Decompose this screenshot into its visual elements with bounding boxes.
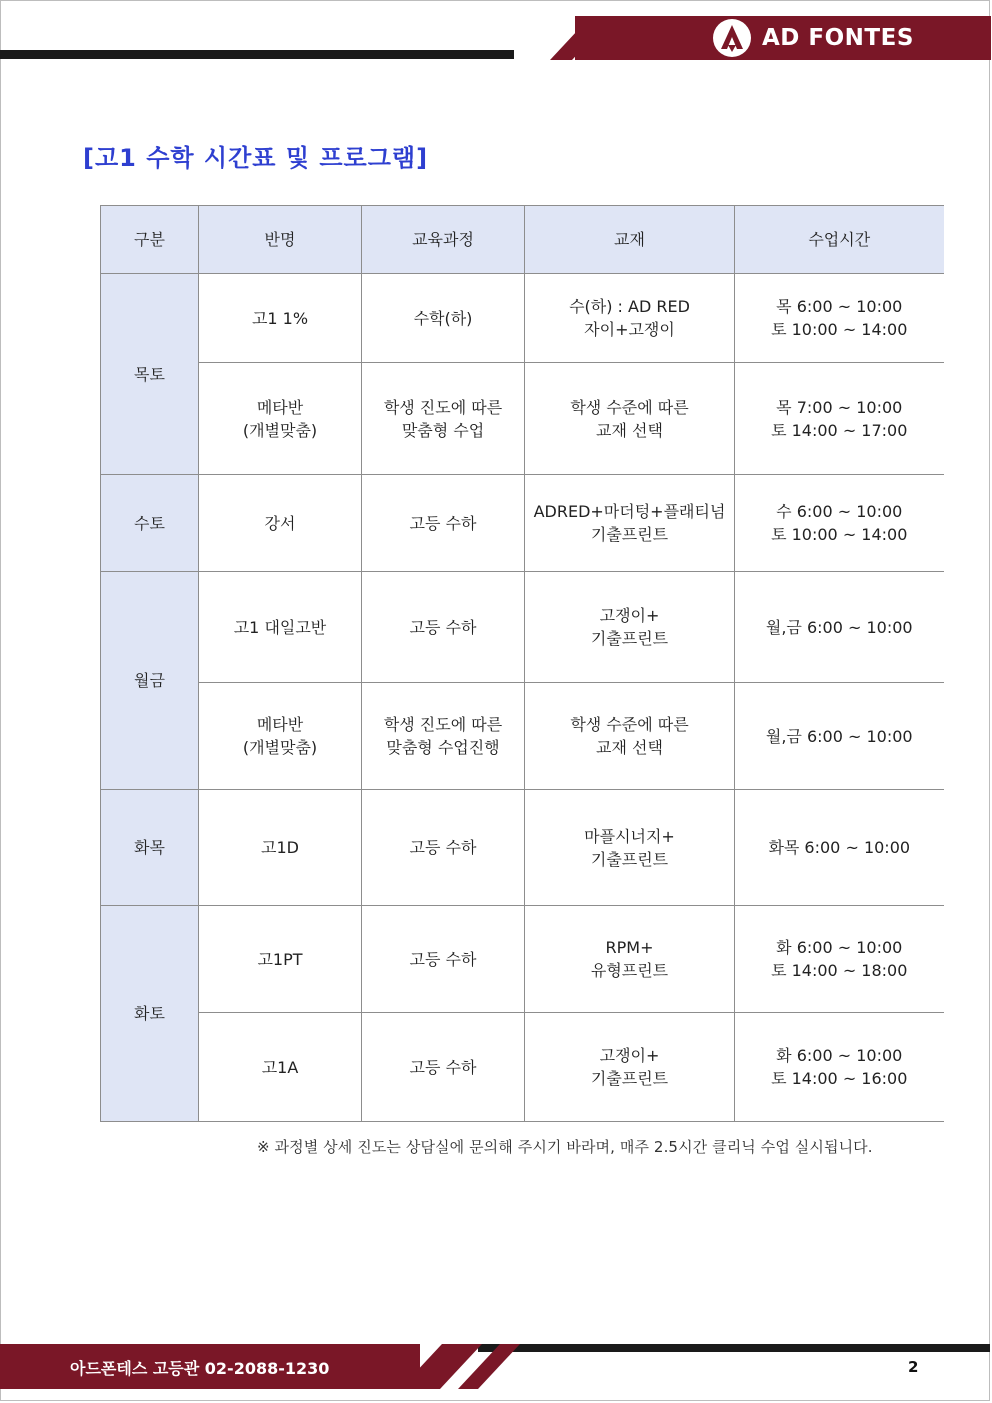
category-cell: 목토 <box>101 274 199 475</box>
footer-contact: 아드폰테스 고등관 02-2088-1230 <box>70 1359 330 1378</box>
table-row <box>101 274 944 363</box>
table-row <box>101 906 944 1013</box>
table-header-row <box>101 206 944 274</box>
class-cell: 고1A <box>199 1013 362 1122</box>
textbook-cell: 고쟁이+ 기출프린트 <box>525 572 735 683</box>
course-cell: 학생 진도에 따른 맞춤형 수업진행 <box>362 683 525 790</box>
course-cell: 고등 수하 <box>362 790 525 906</box>
table-row <box>101 1013 944 1122</box>
time-cell: 화 6:00 ~ 10:00 토 14:00 ~ 18:00 <box>735 906 944 1013</box>
footer-black-line <box>478 1344 990 1352</box>
category-cell: 화목 <box>101 790 199 906</box>
textbook-cell: 마플시너지+ 기출프린트 <box>525 790 735 906</box>
table-row <box>101 475 944 572</box>
page-number: 2 <box>908 1358 919 1376</box>
class-cell: 메타반 (개별맞춤) <box>199 683 362 790</box>
header-black-line <box>0 50 514 59</box>
column-header: 교재 <box>525 206 735 274</box>
page-title: [고1 수학 시간표 및 프로그램] <box>83 144 429 172</box>
column-header: 수업시간 <box>735 206 944 274</box>
time-cell: 화 6:00 ~ 10:00 토 14:00 ~ 16:00 <box>735 1013 944 1122</box>
schedule-table <box>100 205 944 1122</box>
class-cell: 강서 <box>199 475 362 572</box>
time-cell: 목 6:00 ~ 10:00 토 10:00 ~ 14:00 <box>735 274 944 363</box>
category-cell: 수토 <box>101 475 199 572</box>
footnote: ※ 과정별 상세 진도는 상담실에 문의해 주시기 바라며, 매주 2.5시간 클리닉 수업 실시됩니다. <box>257 1138 873 1156</box>
course-cell: 고등 수하 <box>362 1013 525 1122</box>
table-row <box>101 683 944 790</box>
course-cell: 고등 수하 <box>362 906 525 1013</box>
class-cell: 메타반 (개별맞춤) <box>199 363 362 475</box>
textbook-cell: ADRED+마더텅+플래티넘 기출프린트 <box>525 475 735 572</box>
brand-logo <box>712 18 914 58</box>
course-cell: 학생 진도에 따른 맞춤형 수업 <box>362 363 525 475</box>
textbook-cell: 고쟁이+ 기출프린트 <box>525 1013 735 1122</box>
ad-fontes-logo-icon <box>712 18 752 58</box>
table-row <box>101 790 944 906</box>
textbook-cell: 학생 수준에 따른 교재 선택 <box>525 683 735 790</box>
category-cell: 월금 <box>101 572 199 790</box>
table-row <box>101 363 944 475</box>
class-cell: 고1D <box>199 790 362 906</box>
table-row <box>101 572 944 683</box>
time-cell: 월,금 6:00 ~ 10:00 <box>735 572 944 683</box>
class-cell: 고1 대일고반 <box>199 572 362 683</box>
time-cell: 월,금 6:00 ~ 10:00 <box>735 683 944 790</box>
course-cell: 수학(하) <box>362 274 525 363</box>
time-cell: 수 6:00 ~ 10:00 토 10:00 ~ 14:00 <box>735 475 944 572</box>
category-cell: 화토 <box>101 906 199 1122</box>
column-header: 반명 <box>199 206 362 274</box>
textbook-cell: RPM+ 유형프린트 <box>525 906 735 1013</box>
textbook-cell: 학생 수준에 따른 교재 선택 <box>525 363 735 475</box>
course-cell: 고등 수하 <box>362 475 525 572</box>
class-cell: 고1 1% <box>199 274 362 363</box>
time-cell: 화목 6:00 ~ 10:00 <box>735 790 944 906</box>
column-header: 교육과정 <box>362 206 525 274</box>
time-cell: 목 7:00 ~ 10:00 토 14:00 ~ 17:00 <box>735 363 944 475</box>
column-header: 구분 <box>101 206 199 274</box>
textbook-cell: 수(하) : AD RED 자이+고쟁이 <box>525 274 735 363</box>
course-cell: 고등 수하 <box>362 572 525 683</box>
logo-text: AD FONTES <box>762 25 914 51</box>
class-cell: 고1PT <box>199 906 362 1013</box>
